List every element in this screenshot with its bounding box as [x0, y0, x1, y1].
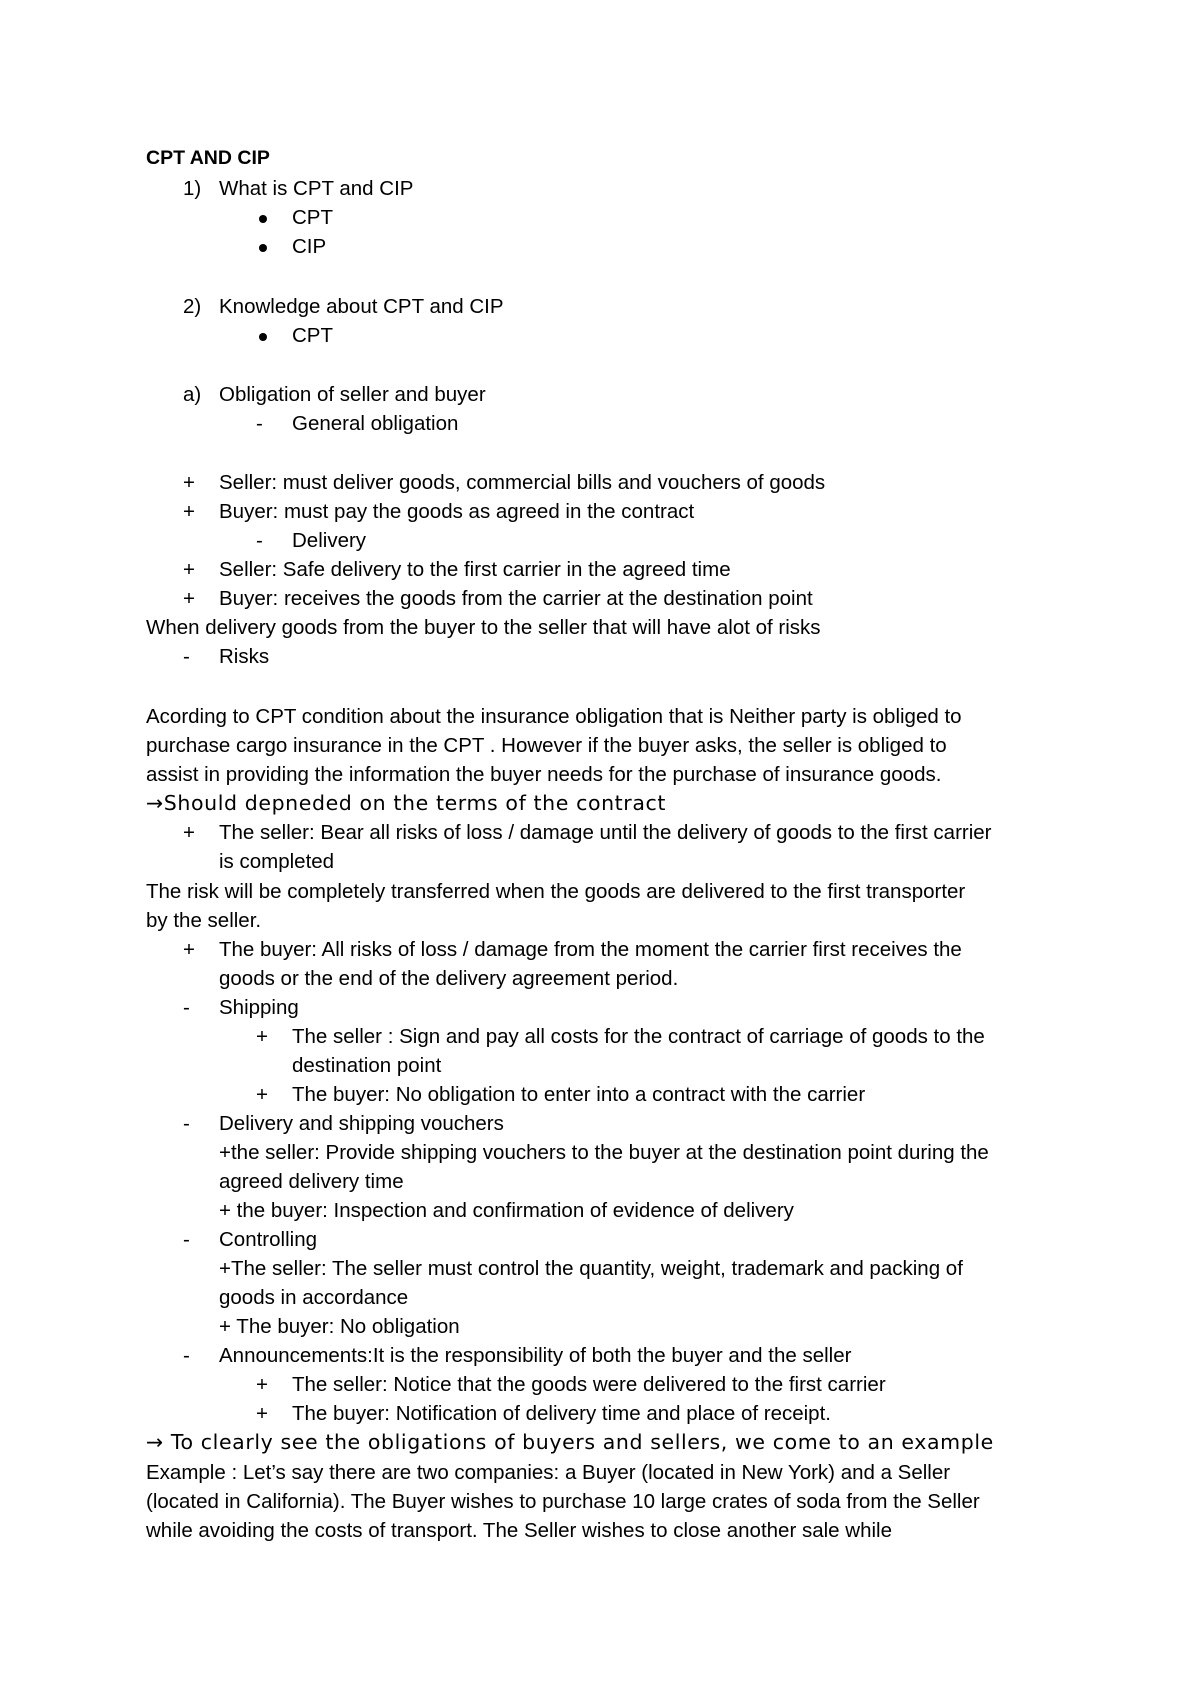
list-item-continuation: + The buyer: No obligation — [219, 1315, 460, 1338]
list-item: Buyer: receives the goods from the carrier at the destination point — [219, 587, 813, 610]
list-item: Controlling — [219, 1228, 317, 1251]
plus-marker: + — [183, 587, 195, 610]
bullet-icon — [259, 244, 267, 252]
list-item: Risks — [219, 645, 270, 668]
paragraph-line: → To clearly see the obligations of buyers and sellers, we come to an example — [146, 1430, 994, 1454]
list-item-continuation: +The seller: The seller must control the quantity, weight, trademark and packing of — [219, 1257, 963, 1280]
dash-marker: - — [256, 529, 263, 552]
list-item: CPT — [292, 206, 333, 229]
dash-marker: - — [256, 412, 263, 435]
bullet-icon — [259, 333, 267, 341]
list-item-continuation: is completed — [219, 850, 335, 873]
document-title: CPT AND CIP — [146, 147, 270, 169]
paragraph-line: Example : Let’s say there are two companies: a Buyer (located in New York) and a Seller — [146, 1461, 951, 1484]
list-item: Delivery — [292, 529, 367, 552]
dash-marker: - — [183, 996, 190, 1019]
list-item: Seller: must deliver goods, commercial bills and vouchers of goods — [219, 471, 826, 494]
plus-marker: + — [183, 938, 195, 961]
paragraph-line: while avoiding the costs of transport. The Seller wishes to close another sale while — [146, 1519, 892, 1542]
plus-marker: + — [256, 1025, 268, 1048]
list-item: The seller: Notice that the goods were delivered to the first carrier — [292, 1373, 886, 1396]
plus-marker: + — [256, 1083, 268, 1106]
list-item: Buyer: must pay the goods as agreed in the contract — [219, 500, 695, 523]
section-heading: Knowledge about CPT and CIP — [219, 295, 504, 318]
list-item-continuation: destination point — [292, 1054, 442, 1077]
list-item-continuation: goods in accordance — [219, 1286, 409, 1309]
dash-marker: - — [183, 1344, 190, 1367]
list-item-continuation: goods or the end of the delivery agreement period. — [219, 967, 679, 990]
list-marker: 2) — [183, 295, 202, 318]
paragraph-line: When delivery goods from the buyer to the seller that will have alot of risks — [146, 616, 821, 639]
plus-marker: + — [183, 471, 195, 494]
list-item-continuation: +the seller: Provide shipping vouchers to the buyer at the destination point during the — [219, 1141, 989, 1164]
list-item-continuation: + the buyer: Inspection and confirmation of evidence of delivery — [219, 1199, 794, 1222]
dash-marker: - — [183, 1112, 190, 1135]
section-heading: What is CPT and CIP — [219, 177, 414, 200]
dash-marker: - — [183, 1228, 190, 1251]
list-item: The buyer: All risks of loss / damage from the moment the carrier first receives the — [219, 938, 962, 961]
plus-marker: + — [256, 1373, 268, 1396]
plus-marker: + — [256, 1402, 268, 1425]
paragraph-line: purchase cargo insurance in the CPT . However if the buyer asks, the seller is obliged to — [146, 734, 947, 757]
list-item: Seller: Safe delivery to the first carrier in the agreed time — [219, 558, 731, 581]
list-item: Shipping — [219, 996, 299, 1019]
bullet-icon — [259, 215, 267, 223]
dash-marker: - — [183, 645, 190, 668]
list-marker: a) — [183, 383, 202, 406]
list-item: General obligation — [292, 412, 459, 435]
plus-marker: + — [183, 821, 195, 844]
list-item: Delivery and shipping vouchers — [219, 1112, 504, 1135]
list-item: The buyer: Notification of delivery time and place of receipt. — [292, 1402, 831, 1425]
paragraph-line: The risk will be completely transferred when the goods are delivered to the first transporter — [146, 880, 966, 903]
paragraph-line: by the seller. — [146, 909, 262, 932]
list-item: The seller : Sign and pay all costs for the contract of carriage of goods to the — [292, 1025, 985, 1048]
paragraph-line: assist in providing the information the buyer needs for the purchase of insurance goods. — [146, 763, 942, 786]
list-item: Announcements:It is the responsibility of both the buyer and the seller — [219, 1344, 852, 1367]
list-item: The buyer: No obligation to enter into a contract with the carrier — [292, 1083, 866, 1106]
list-item-continuation: agreed delivery time — [219, 1170, 404, 1193]
list-marker: 1) — [183, 177, 202, 200]
subsection-heading: Obligation of seller and buyer — [219, 383, 486, 406]
list-item: CIP — [292, 235, 327, 258]
list-item: CPT — [292, 324, 333, 347]
paragraph-line: (located in California). The Buyer wishes to purchase 10 large crates of soda from the Seller — [146, 1490, 980, 1513]
plus-marker: + — [183, 558, 195, 581]
plus-marker: + — [183, 500, 195, 523]
list-item: The seller: Bear all risks of loss / damage until the delivery of goods to the first carrier — [219, 821, 992, 844]
paragraph-line: Acording to CPT condition about the insurance obligation that is Neither party is obliged to — [146, 705, 962, 728]
paragraph-line: →Should depneded on the terms of the contract — [146, 791, 667, 815]
